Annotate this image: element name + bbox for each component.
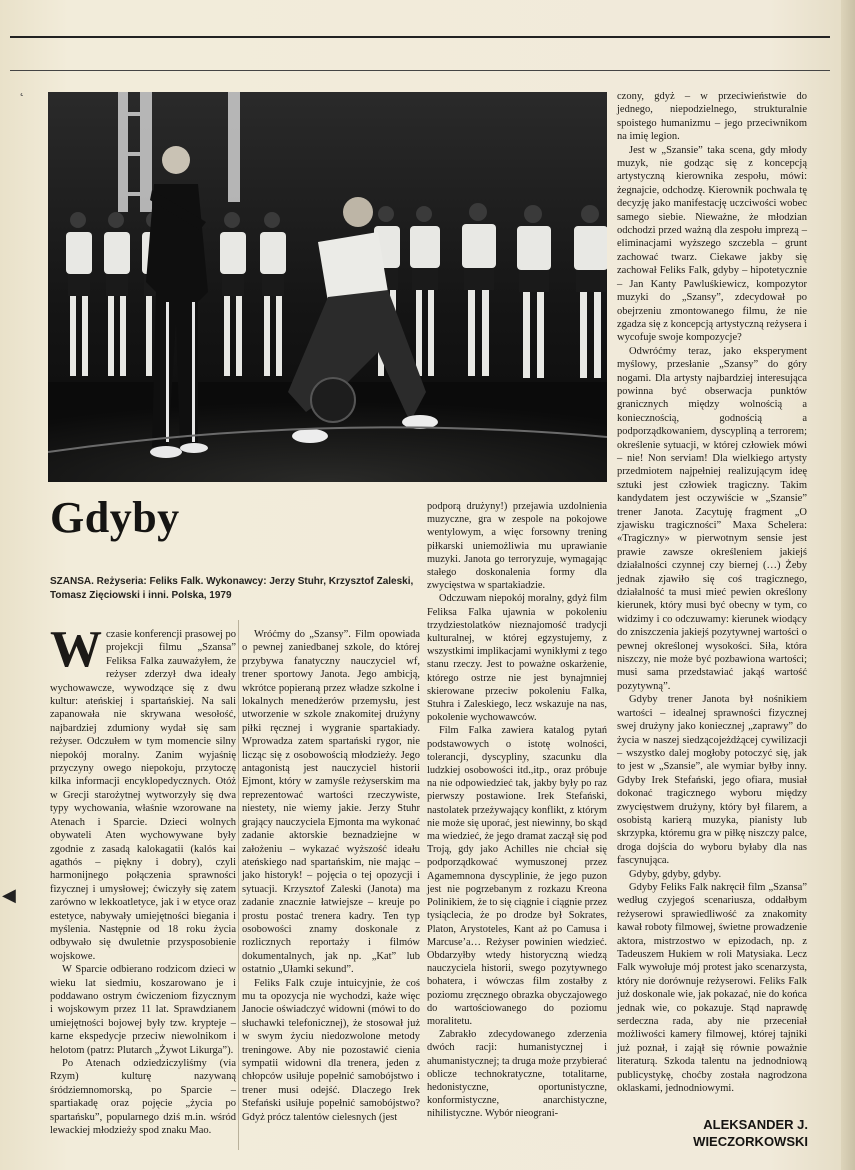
article-title: Gdyby	[50, 493, 180, 542]
paragraph: Jest w „Szansie” taka scena, gdy młody muzyk, nie godząc się z koncepcją artystyczną kierownika zespołu, mówi: żegnajcie, odchodzę. Kierownik pochwala tę decyzję jako manifestację uczciwości wobec samego siebie. Nieważne, że młodzian odchodzi przed ważną dla zespołu imprezą – eliminacjami wyższego szczebla – grunt zachować twarz. Ciekawe jakby się zachował Feliks Falk, gdyby – hipotetycznie – Jan Kanty Pawluśkiewicz, kompozytor muzyki do „Szansy”, zdecydował po obejrzeniu zmontowanego filmu, że nie zgadza się z koncepcją artystyczną reżysera i wycofuje swoje kompozycje?	[617, 144, 807, 344]
team-photo	[48, 92, 607, 482]
page-mark-icon: ˛	[20, 80, 25, 96]
paragraph: Film Falka zawiera katalog pytań podstawowych o istotę wolności, tolerancji, dyscypliny, szacunku dla ludzkiej osobowości itd.,itp., oraz próbuje na nie odpowiedzieć tak, jakby były po raz pierwszy postawione. Irek Stefański, nastolatek przeżywający konflikt, z którym nie może się uporać, jest niewinny, bo skąd ma wiedzieć, że jego dramat zaczął się pod Troją, gdy jako Achilles nie chciał się podporządkować wymuszonej przez Agamemnona dyscyplinie, że jego puzon jest nie pogrzebanym z rozkazu Kreona Polinikiem, że to się ciągnie i ciągnie przez tysiąclecia, że po drodze był Sokrates, Platon, Arystoteles, Kant aż po Camusa i Marcuse’a… Reżyser powinien wiedzieć. Obdarzyłby wtedy historyczną wiedzą nauczyciela historii, swego pozytywnego bohatera, i wówczas film zostałby z poziomu zręcznego obrazka obyczajowego do wartościowanego do poziomu moralitetu.	[427, 725, 607, 1027]
column-1	[50, 621, 236, 1137]
film-credits: SZANSA. Reżyseria: Feliks Falk. Wykonawcy: Jerzy Stuhr, Krzysztof Zaleski, Tomasz Zięciowski i inni. Polska, 1979	[50, 576, 414, 601]
paragraph: czony, gdyż – w przeciwieństwie do jednego, niepodzielnego, strukturalnie spoistego humanizmu – jego przeciwnikom na imię legion.	[617, 91, 807, 143]
paragraph: Odczuwam niepokój moralny, gdyż film Feliksa Falka ujawnia w pokoleniu trzydziestolatków nieznajomość tradycji kulturalnej, w której egzystujemy, z wszystkimi implikacjami wynikłymi z tego stanu rzeczy. Jest to poważne oskarżenie, którego ostrze nie jest bynajmniej skierowane przeciw pokoleniu Falka, Stuhra i Zaleskiego, lecz wskazuje na nas, pokolenie wychowawców.	[427, 593, 607, 724]
column-separator	[238, 620, 239, 1150]
paragraph: Feliks Falk czuje intuicyjnie, że coś mu ta opozycja nie wychodzi, każe więc Janocie oświadczyć widowni (mówi to do słuchawki telefonicznej), że stosował już w swym życiu niedozwolone metody treningowe. Aby nie pozostawić cienia sympatii widowni dla trenera, jeden z chłopców usiłuje popełnić samobójstwo i trener musi odejść. Dlaczego Irek Stefański usiłuje popełnić samobójstwo? Gdyż prócz talentów cielesnych (jest	[242, 977, 420, 1123]
top-rule	[10, 36, 830, 38]
column-2	[242, 628, 420, 1124]
author-byline	[660, 1116, 808, 1150]
arrow-marker-icon: ◀	[2, 885, 16, 905]
paragraph: W Sparcie odbierano rodzicom dzieci w wieku lat siedmiu, koszarowano je i poddawano ostrym ćwiczeniom fizycznym i wojskowym przez 11 lat. Sprawdzianem umiejętności bojowej były tzw. krypteje – karne ekspedycje przeciw niewolnikom i helotom (patrz: Plutarch „Żywot Likurga”).	[50, 964, 236, 1056]
paragraph: Zabrakło zdecydowanego zderzenia dwóch racji: humanistycznej i ahumanistycznej; ta druga może przybierać oblicze technokratyczne, totalitarne, hedonistyczne, oportunistyczne, konformistyczne, anarchistyczne, nihilistyczne. Wybór nieograni-	[427, 1029, 607, 1120]
paragraph: Po Atenach odziedziczyliśmy (via Rzym) kulturę nazywaną śródziemnomorską, po Sparcie – spartiakadę oraz pojęcie „życia po spartańsku”, popularnego dziś m.in. wśród lewackiej młodzieży spod znaku Mao.	[50, 1058, 236, 1137]
author-last-name: WIECZORKOWSKI	[693, 1134, 808, 1149]
drop-cap: W	[50, 621, 102, 678]
top-rule-thin	[10, 70, 830, 71]
author-first-name: ALEKSANDER J.	[703, 1117, 808, 1132]
paragraph: Wróćmy do „Szansy”. Film opowiada o pewnej zaniedbanej szkole, do której przybywa fanatyczny nauczyciel wf, trener sportowy Janota. Jego ambicją, wkrótce popieraną przez władze szkolne i lokalnych menedżerów przemysłu, jest utworzenie w szkole znakomitej drużyny piłki ręcznej i wygranie spartakiady. Wprowadza zatem spartański rygor, nie licząc się z osobowością młodzieży. Jego antagonistą jest nauczyciel historii Ejmont, który w zamyśle reżyserskim ma reprezentować wartości rzeczywiste, niestety, nie wiemy jakie. Jerzy Stuhr grający nauczyciela Ejmonta ma wykonać zadanie aktorskie beznadziejne w założeniu – wykazać wyższość ideału ateńskiego nad spartańskim, nie mając – jako historyk! – pojęcia o tej opozycji i sytuacji. Krzysztof Zaleski (Janota) ma zadanie znacznie łatwiejsze – kreuje po prostu postać trenera kadry. Ten typ osobowości znamy doskonale z rozlicznych reportaży i filmów dokumentalnych, jak np. „Kat” lub ostatnio „Ułamki sekund”.	[242, 629, 420, 976]
team-photo-illustration	[48, 92, 607, 482]
paragraph: Gdyby, gdyby, gdyby.	[629, 868, 722, 880]
paragraph: Gdyby Feliks Falk nakręcił film „Szansa” według czyjegoś scenariusza, oddałbym reżyserowi sprawiedliwość za znakomity kawał roboty filmowej, świetne prowadzenie aktora, mistrzostwo w epizodach, np. z Tadeuszem Hukiem w roli Matysiaka. Lecz Falk wywołuje mój protest jako scenarzysta, który nie dorównuje reżyserowi. Feliks Falk już doskonale wie, jak pokazać, nie do końca jednak wie, co pokazuje. Stąd naprawdę serdeczna rada, aby nie przeceniał możliwości kamery filmowej, której tajniki już poznał, i zajął się równie poważnie literaturą. Szkoda talentu na jednodniową publicystykę, choćby została nagrodzona oklaskami, jednodniowymi.	[617, 881, 807, 1095]
paragraph: Wczasie konferencji prasowej po projekcji filmu „Szansa” Feliksa Falka zauważyłem, że reżyser zderzył dwa ideały wychowawcze, wywodzące się z dwu kultur: ateńskiej i spartańskiej. Na sali zapanowała nie skrywana wesołość, najbardziej zdumiony wydał się sam reżyser. Odczułem w tym momencie silny niepokój moralny. Zanim wyjaśnię przyczyny owego niepokoju, przytoczę kilka informacji encyklopedycznych. Otóż w Grecji starożytnej wytworzyły się dwa typy wychowania, właśnie wzorowane na Atenach i Sparcie. Dzieci wolnych obywateli Aten wychowywane były zgodnie z zasadą kalokagatii (kalós kai agathós – piękny i dobry), czyli harmonijnego połączenia sprawności fizycznej i umysłowej; ćwiczyły się zatem zarówno w lekkoatletyce, jak i w etyce oraz estetyce, nabywały umiejętności biegania i myślenia. Następnie od 18 roku życia odbywało się dwuletnie przysposobienie wojskowe.	[50, 621, 236, 962]
column-3	[427, 500, 607, 1121]
page-edge	[841, 0, 855, 1170]
paragraph: podporą drużyny!) przejawia uzdolnienia muzyczne, gra w zespole na pokojowe wentylowym, a więc forsowny trening piłkarski uniemożliwia mu uprawianie muzyki. Janota go terroryzuje, wymagając stałego doskonalenia formy dla zwycięstwa w spartakiadzie.	[427, 501, 607, 592]
column-4	[617, 90, 807, 1095]
paragraph: Gdyby trener Janota był nośnikiem wartości – idealnej sprawności fizycznej swej drużyny jako koniecznej „zaprawy” do życia w naszej siedzącojeżdżącej cywilizacji – wszystko dalej mogłoby potoczyć się, jak to jest w „Szansie”, ale wymiar byłby inny. Gdyby Irek Stefański, jego ofiara, musiał dokonać tragicznego wyboru między zwycięstwem drużyny, który był filarem, a osobistą karierą muzyka, pianisty lub skrzypka, któremu gra w piłkę niszczy palce, droga dojścia do wyboru byłaby dla nas fascynująca.	[617, 694, 807, 867]
paragraph: Odwróćmy teraz, jako eksperyment myślowy, przesłanie „Szansy” do góry nogami. Dla artysty najbardziej interesująca powinna być obserwacja punktów granicznych między wolnością a koniecznością, godnością a podporządkowaniem, dyscypliną a terrorem; określenie sytuacji, w której człowiek mówi – nie! Non serviam! Dla wielkiego artysty przedmiotem najpełniej realizującym ideę sztuki jest człowiek tragiczny. Takim kandydatem jest oczywiście w „Szansie” trener Janota. Zacytuję fragment „O zjawisku tragiczności” Maxa Schelera: «Tragiczny» w pierwotnym sensie jest prawie zawsze określeniem jakiejś działalności czynnej czy biernej (…) Żeby jednak zjawiło się coś tragicznego, działalność ta musi mieć pewien określony kierunek, który musi być obecny w tym, co widzimy i co odczuwamy: kierunek wiodący do zniszczenia jakiejś pozytywnej wartości o pewnej określonej wysokości. Siła, która niszczy, nie może być pozbawiona wartości; musi sama przedstawiać jakąś wartość pozytywną”.	[617, 345, 807, 692]
